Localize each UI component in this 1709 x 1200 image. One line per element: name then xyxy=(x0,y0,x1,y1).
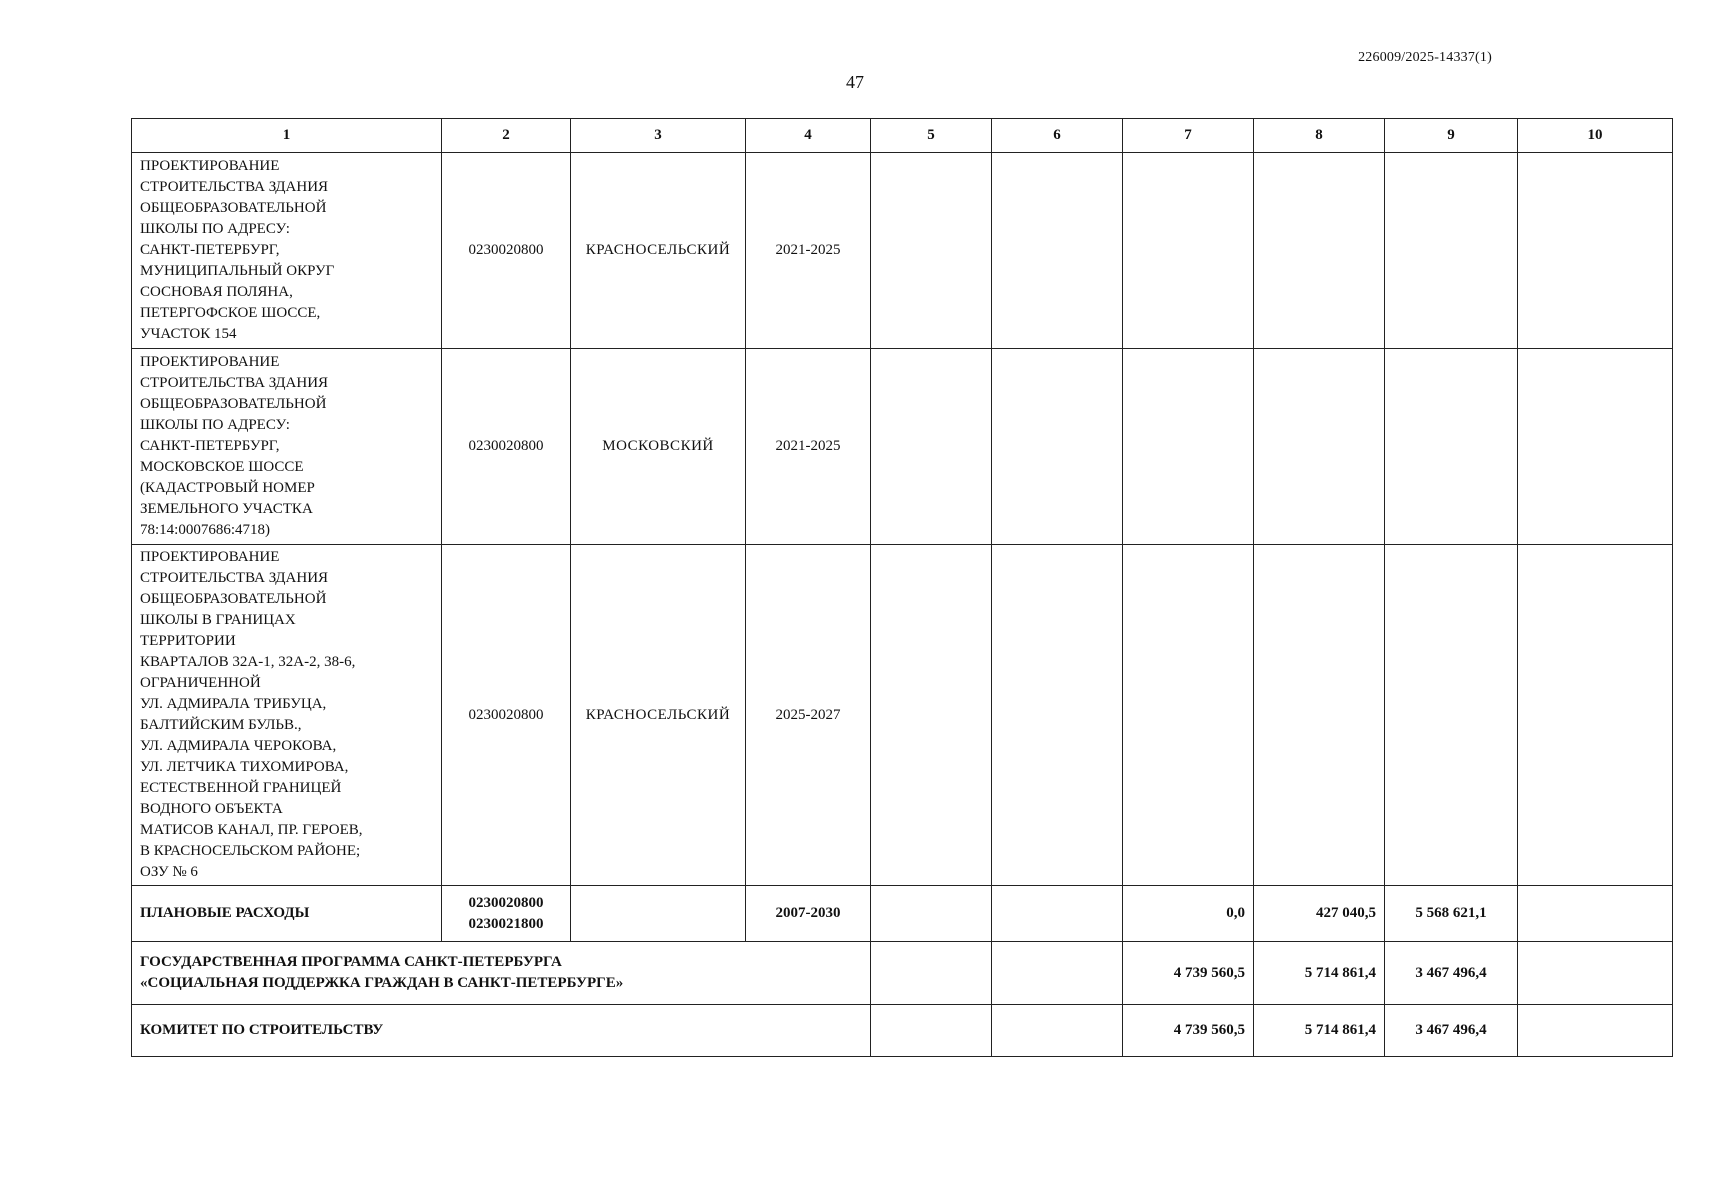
empty-cell xyxy=(1518,349,1673,545)
committee-title: КОМИТЕТ ПО СТРОИТЕЛЬСТВУ xyxy=(132,1005,871,1057)
column-number-row xyxy=(132,119,1673,153)
committee-total-col8: 5 714 861,4 xyxy=(1254,1005,1385,1057)
empty-cell xyxy=(1254,545,1385,886)
empty-cell xyxy=(1123,153,1254,349)
program-total-col8: 5 714 861,4 xyxy=(1254,942,1385,1005)
committee-total-row xyxy=(132,1005,1673,1057)
column-header: 10 xyxy=(1518,119,1673,153)
period: 2021-2025 xyxy=(746,153,871,349)
empty-cell xyxy=(1385,349,1518,545)
program-total-col7: 4 739 560,5 xyxy=(1123,942,1254,1005)
empty-cell xyxy=(1254,349,1385,545)
object-name: ПРОЕКТИРОВАНИЕ СТРОИТЕЛЬСТВА ЗДАНИЯ ОБЩЕОБРАЗОВАТЕЛЬНОЙ ШКОЛЫ ПО АДРЕСУ: САНКТ-ПЕТЕРБУРГ, МУНИЦИПАЛЬНЫЙ ОКРУГ СОСНОВАЯ ПОЛЯНА, ПЕТЕРГОФСКОЕ ШОССЕ, УЧАСТОК 154 xyxy=(132,153,442,349)
empty-cell xyxy=(1518,545,1673,886)
empty-cell xyxy=(871,942,992,1005)
planned-expenses-period: 2007-2030 xyxy=(746,886,871,942)
object-name: ПРОЕКТИРОВАНИЕ СТРОИТЕЛЬСТВА ЗДАНИЯ ОБЩЕОБРАЗОВАТЕЛЬНОЙ ШКОЛЫ В ГРАНИЦАХ ТЕРРИТОРИИ КВАРТАЛОВ 32А-1, 32А-2, 38-6, ОГРАНИЧЕННОЙ УЛ. АДМИРАЛА ТРИБУЦА, БАЛТИЙСКИМ БУЛЬВ., УЛ. АДМИРАЛА ЧЕРОКОВА, УЛ. ЛЕТЧИКА ТИХОМИРОВА, ЕСТЕСТВЕННОЙ ГРАНИЦЕЙ ВОДНОГО ОБЪЕКТА МАТИСОВ КАНАЛ, ПР. ГЕРОЕВ, В КРАСНОСЕЛЬСКОМ РАЙОНЕ; ОЗУ № 6 xyxy=(132,545,442,886)
planned-expenses-col8: 427 040,5 xyxy=(1254,886,1385,942)
planned-expenses-codes: 0230020800 0230021800 xyxy=(442,886,571,942)
empty-cell xyxy=(571,886,746,942)
column-header: 6 xyxy=(992,119,1123,153)
column-header: 8 xyxy=(1254,119,1385,153)
district: КРАСНОСЕЛЬСКИЙ xyxy=(571,153,746,349)
page-number: 47 xyxy=(846,72,864,92)
table-row xyxy=(132,545,1673,886)
program-total-col9: 3 467 496,4 xyxy=(1385,942,1518,1005)
empty-cell xyxy=(1518,886,1673,942)
object-name: ПРОЕКТИРОВАНИЕ СТРОИТЕЛЬСТВА ЗДАНИЯ ОБЩЕОБРАЗОВАТЕЛЬНОЙ ШКОЛЫ ПО АДРЕСУ: САНКТ-ПЕТЕРБУРГ, МОСКОВСКОЕ ШОССЕ (КАДАСТРОВЫЙ НОМЕР ЗЕМЕЛЬНОГО УЧАСТКА 78:14:0007686:4718) xyxy=(132,349,442,545)
column-header: 1 xyxy=(132,119,442,153)
empty-cell xyxy=(871,886,992,942)
budget-table xyxy=(131,118,1673,1057)
program-title: ГОСУДАРСТВЕННАЯ ПРОГРАММА САНКТ-ПЕТЕРБУРГА «СОЦИАЛЬНАЯ ПОДДЕРЖКА ГРАЖДАН В САНКТ-ПЕТЕРБУРГЕ» xyxy=(132,942,871,1005)
empty-cell xyxy=(1385,545,1518,886)
table-row xyxy=(132,349,1673,545)
planned-expenses-col9: 5 568 621,1 xyxy=(1385,886,1518,942)
document-id: 226009/2025-14337(1) xyxy=(1358,50,1492,65)
empty-cell xyxy=(992,545,1123,886)
empty-cell xyxy=(992,1005,1123,1057)
empty-cell xyxy=(992,886,1123,942)
district: КРАСНОСЕЛЬСКИЙ xyxy=(571,545,746,886)
planned-expenses-label: ПЛАНОВЫЕ РАСХОДЫ xyxy=(132,886,442,942)
committee-total-col7: 4 739 560,5 xyxy=(1123,1005,1254,1057)
committee-total-col9: 3 467 496,4 xyxy=(1385,1005,1518,1057)
column-header: 5 xyxy=(871,119,992,153)
period: 2021-2025 xyxy=(746,349,871,545)
column-header: 9 xyxy=(1385,119,1518,153)
empty-cell xyxy=(871,545,992,886)
planned-expenses-col7: 0,0 xyxy=(1123,886,1254,942)
empty-cell xyxy=(1518,942,1673,1005)
table-row xyxy=(132,153,1673,349)
empty-cell xyxy=(992,153,1123,349)
budget-code: 0230020800 xyxy=(442,349,571,545)
column-header: 4 xyxy=(746,119,871,153)
empty-cell xyxy=(1254,153,1385,349)
program-total-row xyxy=(132,942,1673,1005)
empty-cell xyxy=(871,349,992,545)
column-header: 2 xyxy=(442,119,571,153)
budget-code: 0230020800 xyxy=(442,153,571,349)
district: МОСКОВСКИЙ xyxy=(571,349,746,545)
column-header: 7 xyxy=(1123,119,1254,153)
empty-cell xyxy=(871,153,992,349)
empty-cell xyxy=(992,942,1123,1005)
empty-cell xyxy=(992,349,1123,545)
empty-cell xyxy=(1518,1005,1673,1057)
column-header: 3 xyxy=(571,119,746,153)
period: 2025-2027 xyxy=(746,545,871,886)
empty-cell xyxy=(1123,545,1254,886)
budget-code: 0230020800 xyxy=(442,545,571,886)
empty-cell xyxy=(1385,153,1518,349)
empty-cell xyxy=(1123,349,1254,545)
empty-cell xyxy=(871,1005,992,1057)
planned-expenses-row xyxy=(132,886,1673,942)
empty-cell xyxy=(1518,153,1673,349)
